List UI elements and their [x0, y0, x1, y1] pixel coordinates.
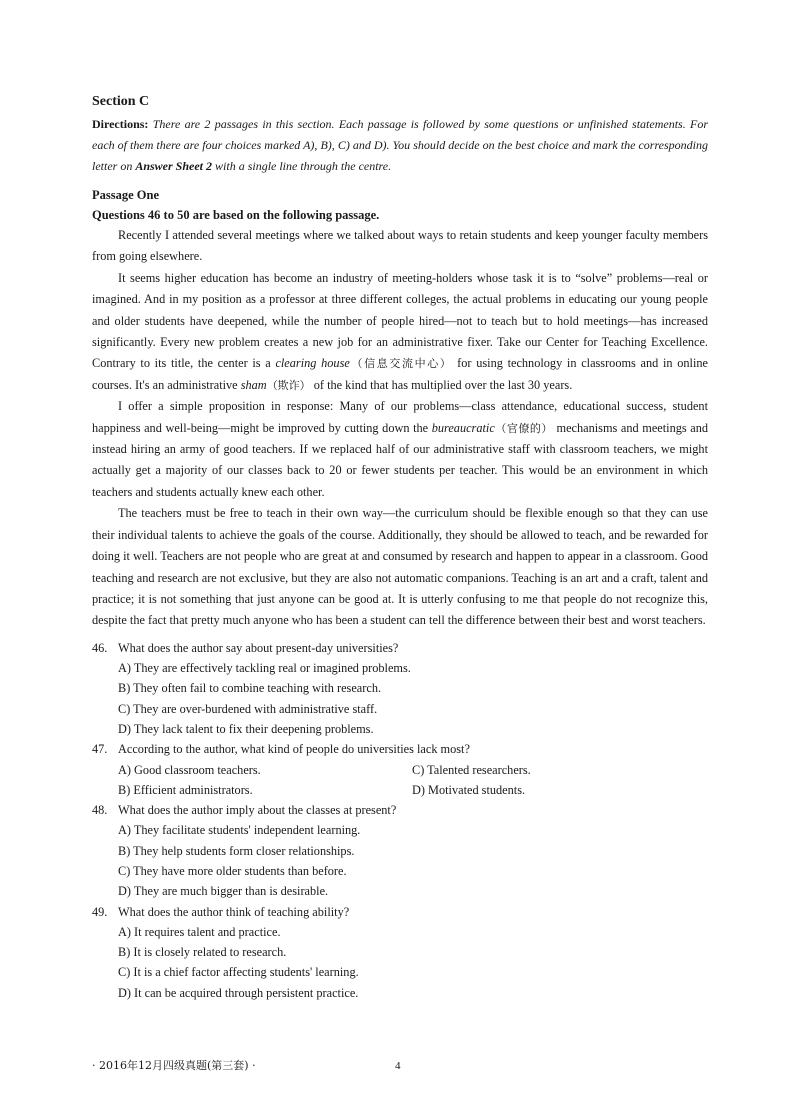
passage-paragraph-3	[92, 396, 708, 503]
option-c: C) They have more older students than before.	[118, 863, 347, 878]
glossed-term: clearing house	[275, 356, 350, 371]
question-number: 49.	[92, 904, 108, 919]
glossed-term: bureaucratic	[431, 420, 495, 435]
directions-text: There are 2 passages in this section. Each passage is followed by some questions or unfinished statements. For each of them there are four choices marked A), B), C) and D). You should decide on the best choice and mark the corresponding letter on	[92, 117, 708, 173]
option-d: D) They lack talent to fix their deepening problems.	[118, 721, 374, 736]
passage-paragraph-2	[92, 268, 708, 396]
option-a: A) It requires talent and practice.	[118, 924, 281, 939]
questions-intro: Questions 46 to 50 are based on the following passage.	[92, 208, 380, 222]
question-list	[92, 638, 708, 1003]
passage-paragraph-1: Recently I attended several meetings where we talked about ways to retain students and keep younger faculty members from going elsewhere.	[92, 228, 708, 264]
option-b: B) They often fail to combine teaching with research.	[118, 681, 382, 696]
question-stem: What does the author say about present-day universities?	[118, 640, 399, 655]
question-48	[92, 800, 708, 901]
section-title: Section C	[92, 94, 150, 109]
question-number: 48.	[92, 803, 108, 818]
directions-text-end: with a single line through the centre.	[212, 159, 392, 173]
question-stem: What does the author imply about the classes at present?	[118, 803, 397, 818]
question-49	[92, 902, 708, 1003]
directions	[92, 114, 708, 177]
option-b: B) They help students form closer relationships.	[118, 843, 355, 858]
option-a: A) They are effectively tackling real or imagined problems.	[118, 661, 411, 676]
option-d: D) It can be acquired through persistent practice.	[118, 985, 359, 1000]
option-row	[92, 760, 708, 780]
option-a: A) Good classroom teachers.	[118, 762, 261, 777]
answer-sheet-label: Answer Sheet 2	[135, 159, 213, 173]
question-number: 46.	[92, 640, 108, 655]
passage-title: Passage One	[92, 188, 160, 202]
option-a: A) They facilitate students' independent learning.	[118, 823, 361, 838]
option-b: B) It is closely related to research.	[118, 945, 287, 960]
question-stem: What does the author think of teaching ability?	[118, 904, 350, 919]
chinese-gloss: （信息交流中心）	[349, 357, 453, 371]
question-47	[92, 739, 708, 800]
option-c: C) They are over-burdened with administrative staff.	[118, 701, 378, 716]
question-number: 47.	[92, 742, 108, 757]
paragraph-text: for using technology in classrooms and in online courses. It's an administrative	[92, 356, 708, 392]
paragraph-text: I offer a simple proposition in response: Many of our problems—class attendance, educational success, student happiness and well-being—might be improved by cutting down the	[92, 399, 708, 435]
question-46	[92, 638, 708, 739]
question-stem: According to the author, what kind of people do universities lack most?	[118, 742, 470, 757]
option-d: D) They are much bigger than is desirable.	[118, 884, 329, 899]
option-c: C) It is a chief factor affecting students' learning.	[118, 965, 359, 980]
option-d: D) Motivated students.	[412, 782, 526, 797]
option-b: B) Efficient administrators.	[118, 782, 253, 797]
glossed-term: sham	[240, 377, 267, 392]
paragraph-text: of the kind that has multiplied over the last 30 years.	[310, 377, 573, 392]
paragraph-text: mechanisms and meetings and instead hiring an army of good teachers. If we replaced half of our administrative staff with classroom teachers, we might actually get a majority of our classes back to 20 or fewer students per teacher. This would be an environment in which teachers and students actually knew each other.	[92, 420, 708, 499]
chinese-gloss: （官僚的）	[494, 421, 553, 435]
page-number: 4	[395, 1060, 401, 1072]
exam-page	[92, 92, 708, 1003]
directions-label: Directions:	[92, 117, 149, 131]
chinese-gloss: （欺诈）	[266, 378, 311, 392]
paragraph-text: It seems higher education has become an industry of meeting-holders whose task it is to “solve” problems—real or imagined. And in my position as a professor at three different colleges, the actual problems in educating our young people and older students have deepened, while the number of people hired—not to teach but to hold meetings—has increased significantly. Every new problem creates a new job for an administrative fixer. Take our Center for Teaching Excellence. Contrary to its title, the center is a	[92, 270, 708, 371]
option-row	[92, 780, 708, 800]
option-c: C) Talented researchers.	[412, 762, 531, 777]
passage-paragraph-4: The teachers must be free to teach in their own way—the curriculum should be flexible enough so that they can use their individual talents to achieve the goals of the course. Additionally, they should be allowed to teach, and be rewarded for doing it well. Teachers are not people who are great at and consumed by research and happen to appear in a classroom. Good teaching and research are not exclusive, but they are also not automatic companions. Teaching is an art and a craft, talent and practice; it is not something that just anyone can be good at. It is utterly confusing to me that people do not recognize this, despite the fact that pretty much anyone who has been a student can tell the difference between their best and worst teachers.	[92, 506, 708, 628]
footer-exam-label: · 2016年12月四级真题(第三套) ·	[92, 1059, 256, 1072]
